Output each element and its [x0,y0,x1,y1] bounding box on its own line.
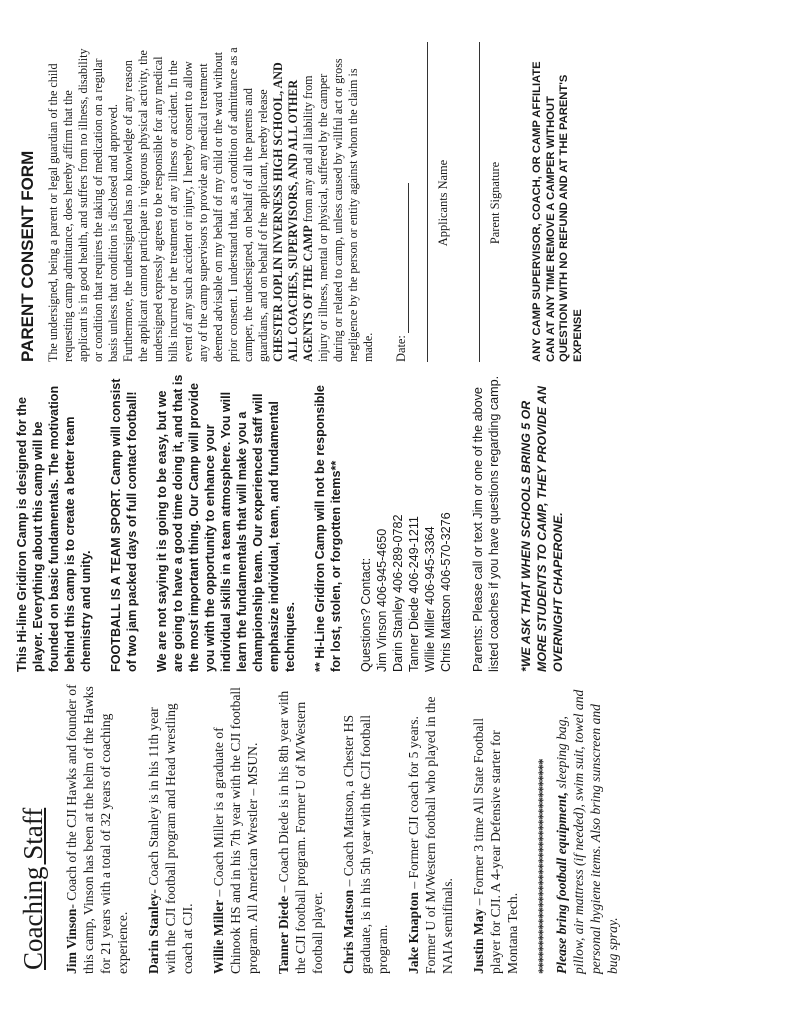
removal-warning: ANY CAMP SUPERVISOR, COACH, OR CAMP AFFILIATE CAN AT ANY TIME REMOVE A CAMPER WITHOUT QUESTION WITH NO REFUND AND AT THE PARENT'S EXPENSE [531,61,584,362]
coach-description: - Coach of the CJI Hawks and founder of this camp, Vinson has been at the helm of the Hawks for 21 years with a total of 32 years of coaching experience. [64,684,130,974]
coach-bio-justin-may [470,682,521,974]
camp-info-column [14,372,566,672]
date-line[interactable] [396,183,409,333]
coaching-staff-heading: Coaching Staff [18,807,48,970]
contact-list [358,372,454,672]
coach-description: - Coach Stanley is in his 11th year with the CJI football program and Head wrestling coach at CJI. [146,703,195,974]
star-divider: *************************************** [535,759,550,974]
coach-name: Jake Knapton [406,892,421,974]
date-label: Date: [394,335,408,362]
coach-bio-chris-mattson [340,682,391,974]
chaperone-notice: *WE ASK THAT WHEN SCHOOLS BRING 5 OR MORE STUDENTS TO CAMP, THEY PROVIDE AN OVERNIGHT CHAPERONE. [519,386,565,672]
contact-item: Jim Vinson 406-945-4650 [375,528,389,672]
contact-item: Darin Stanley 406-289-0782 [391,514,405,672]
contact-item: Chris Mattson 406-570-3276 [439,512,453,672]
coach-name: Willie Miller [211,899,226,974]
consent-form-title: PARENT CONSENT FORM [18,150,37,362]
coach-bio-darin-stanley [145,682,196,974]
applicant-name-label: Applicants Name [436,159,450,247]
date-field[interactable] [394,44,409,362]
equipment-note [553,682,621,974]
coach-bio-tanner-diede [275,682,326,974]
equipment-note-lead: Please bring football equipment, [554,791,569,974]
coach-bio-jake-knapton [405,682,456,974]
equipment-note-list: sleeping bag, pillow, air mattress (if needed), swim suit, towel and personal hygiene items. Also bring sunscreen and bug spray. [554,689,620,974]
coaching-staff-column [14,682,621,974]
coach-description: – Coach Diede is in his 8th year with the CJI football program. Former U of M/Western football player. [276,690,325,974]
consent-form-body [46,44,376,362]
coach-description: – Coach Miller is a graduate of Chinook HS and in his 7th year with the CJI football program. All American Wrestler – MSUN. [211,687,260,974]
coach-name: Chris Mattson [341,889,356,974]
parent-signature-line[interactable] [479,42,480,362]
release-parties: CHESTER JOPLIN INVERNESS HIGH SCHOOL, AND ALL COACHES, SUPERVISORS, AND ALL OTHER AGENTS OF THE CAMP [271,62,315,362]
applicant-name-line[interactable] [427,42,428,362]
contact-item: Tanner Diede 406-249-1211 [407,516,421,672]
consent-form-column [14,44,585,362]
contact-heading: Questions? Contact: [359,557,373,672]
parents-note: Parents: Please call or text Jim or one of the above listed coaches if you have questions regarding camp. [471,375,501,672]
camp-intro: This Hi-line Gridiron Camp is designed for the player. Everything about this camp will be founded on basic fundamentals. The motivation behind this camp is to create a better team chemistry and unity. [15,385,93,672]
coach-name: Jim Vinson [64,908,79,974]
camp-philosophy: We are not saying it is going to be easy, but we are going to have a good time doing it, and that is the most important thing. Our Camp will provide you with the opportunity to enhance your individual skills in a team atmosphere. You will learn the fundamentals that will make you a championship team. Our experienced staff will emphasize individual, team, and fundamental techniques. [155,374,297,672]
consent-text: The undersigned, being a parent or legal guardian of the child requesting camp admittance, does hereby affirm that the applicant is in good health, and suffers from no illness, disability or condition that requires the taking of medication on a regular basis unless that condition is disclosed and approved. Furthermore, the undersigned has no knowledge of any reason the applicant cannot participate in vigorous physical activity, the undersigned expressly agrees to be responsible for any medical bills incurred or the treatment of any illness or accident. In the event of any such accident or injury, I hereby consent to allow any of the camp supervisors to provide any medical treatment deemed advisable on my behalf of my child or the ward without prior consent. I understand that, as a condition of admittance as a camper, the undersigned, on behalf of all the parents and guardians, and on behalf of the applicant, hereby release [46,47,270,362]
consent-text-end: from any and all liability from injury or illness, mental or physical, suffered by the camper during or related to camp, unless caused by willful act or gross negligence by the person or entity against whom the claim is made. [301,58,375,362]
coach-name: Justin May [471,908,486,974]
lost-items-disclaimer: ** Hi-Line Gridiron Camp will not be responsible for lost, stolen, or forgotten items** [313,385,343,672]
coach-name: Darin Stanley [146,893,161,974]
contact-item: Willie Miller 406-945-3364 [423,526,437,672]
parent-signature-label: Parent Signature [488,161,502,245]
coach-description: – Former 3 time All State Football player for CJI. A 4-year Defensive starter for Montana Tech. [471,717,520,974]
coach-description: – Former CJI coach for 5 years. Former U of M/Western football who played in the NAIA semifinals. [406,696,455,974]
coach-bio-jim-vinson [63,682,131,974]
signature-block [427,44,503,362]
coach-bio-willie-miller [210,682,261,974]
team-sport-note: FOOTBALL IS A TEAM SPORT. Camp will consist of two jam packed days of full contact football! [109,378,139,672]
coach-name: Tanner Diede [276,895,291,974]
coach-description: – Coach Mattson, a Chester HS graduate, is in his 5th year with the CJI football program. [341,714,390,974]
